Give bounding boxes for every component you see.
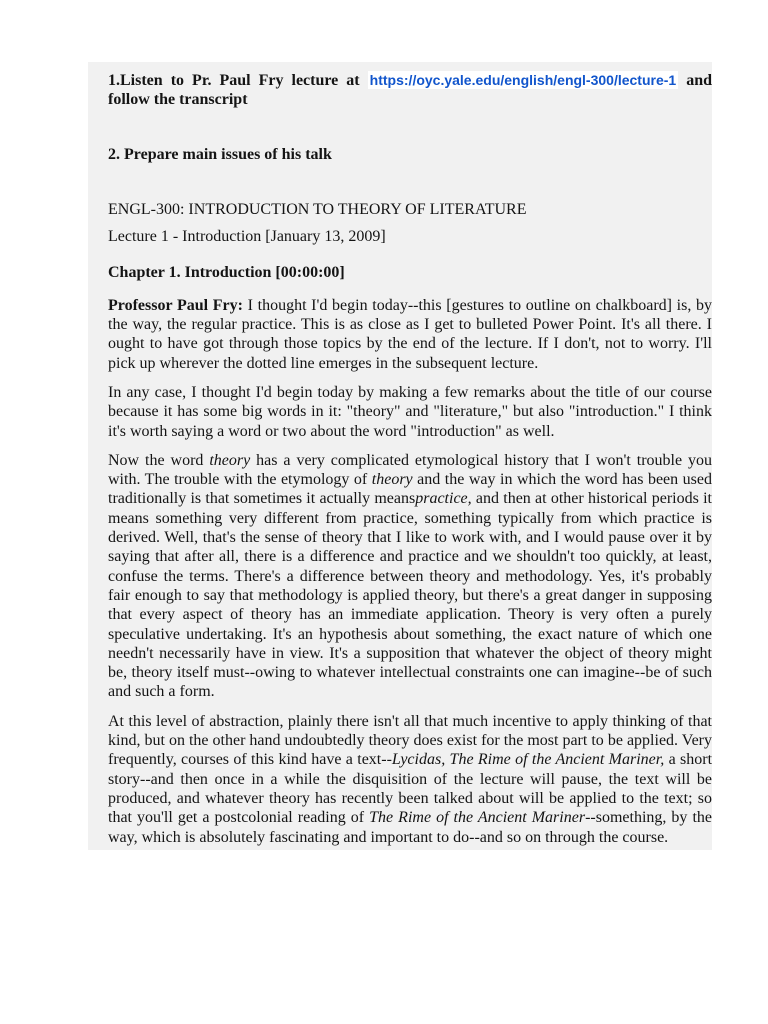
italic-text: theory	[209, 451, 251, 469]
paragraph-text: a short story--and then once in a while the disquisition of the lecture will pause, the text will be produced, and whatever theory has recently been talked about will be applied to the text; so that you'll get a postcolonial reading of	[108, 751, 713, 827]
paragraph-text: Now the word	[108, 451, 210, 469]
transcript	[108, 296, 712, 847]
italic-text: The Rime of the Ancient Mariner	[369, 809, 586, 827]
paragraph-text: and the way in which the word has been used traditionally is that sometimes it actually means	[108, 471, 713, 508]
paragraph-text: has a very complicated etymological history that I won't trouble you with. The trouble with the etymology of	[108, 451, 713, 489]
chapter-heading: Chapter 1. Introduction [00:00:00]	[108, 264, 345, 282]
transcript-paragraph	[108, 451, 712, 702]
paragraph-text: and then at other historical periods it means something very different from practice, something typically from which practice is derived. Well, that's the sense of theory that I like to work with, and I would pause over it by saying that after all, there is a difference and practice and we shouldn't too quickly, at least, confuse the terms. There's a difference between theory and methodology. Yes, it's probably fair enough to say that methodology is applied theory, but there's a great danger in supposing that every aspect of theory has an immediate application. Theory is very often a purely speculative undertaking. It's an hypothesis about something, the exact nature of which one needn't necessarily have in view. It's a supposition that whatever the object of theory might be, theory itself must--owing to whatever intellectual constraints one can imagine--be of such and such a form.	[108, 490, 712, 701]
paragraph-text: --something, by the way, which is absolutely fascinating and important to do--and so on through the course.	[108, 809, 712, 846]
italic-text: practice,	[415, 490, 472, 508]
task-1-suffix: and follow the transcript	[108, 72, 713, 109]
transcript-paragraph	[108, 712, 712, 847]
task-1-text: 1.Listen to Pr. Paul Fry lecture at	[108, 72, 360, 89]
task-item-1	[108, 71, 712, 110]
paragraph-text: In any case, I thought I'd begin today by making a few remarks about the title of our course because it has some big words in it: "theory" and "literature," but also "introduction." I think it's worth saying a word or two about the word "introduction" as well.	[108, 383, 712, 440]
paragraph-text: At this level of abstraction, plainly there isn't all that much incentive to apply thinking of that kind, but on the other hand undoubtedly theory does exist for the most part to be applied. Very frequently, courses of this kind have a text--	[108, 712, 712, 769]
task-item-2: 2. Prepare main issues of his talk	[108, 145, 332, 163]
course-title: ENGL-300: INTRODUCTION TO THEORY OF LITERATURE	[108, 200, 527, 218]
speaker-name: Professor Paul Fry:	[108, 296, 243, 314]
content-block	[88, 62, 712, 850]
paragraph-text: I thought I'd begin today--this [gestures to outline on chalkboard] is, by the way, the regular practice. This is as close as I get to bulleted Power Point. It's all there. I ought to have got through those topics by the end of the lecture. If I don't, not to worry. I'll pick up wherever the dotted line emerges in the subsequent lecture.	[108, 296, 713, 372]
lecture-title: Lecture 1 - Introduction [January 13, 2009]	[108, 228, 386, 246]
transcript-paragraph	[108, 296, 712, 373]
lecture-url-link[interactable]: https://oyc.yale.edu/english/engl-300/lecture-1	[369, 72, 677, 88]
italic-text: theory	[371, 471, 413, 489]
transcript-paragraph	[108, 383, 712, 441]
italic-text: Lycidas, The Rime of the Ancient Mariner,	[391, 751, 665, 769]
